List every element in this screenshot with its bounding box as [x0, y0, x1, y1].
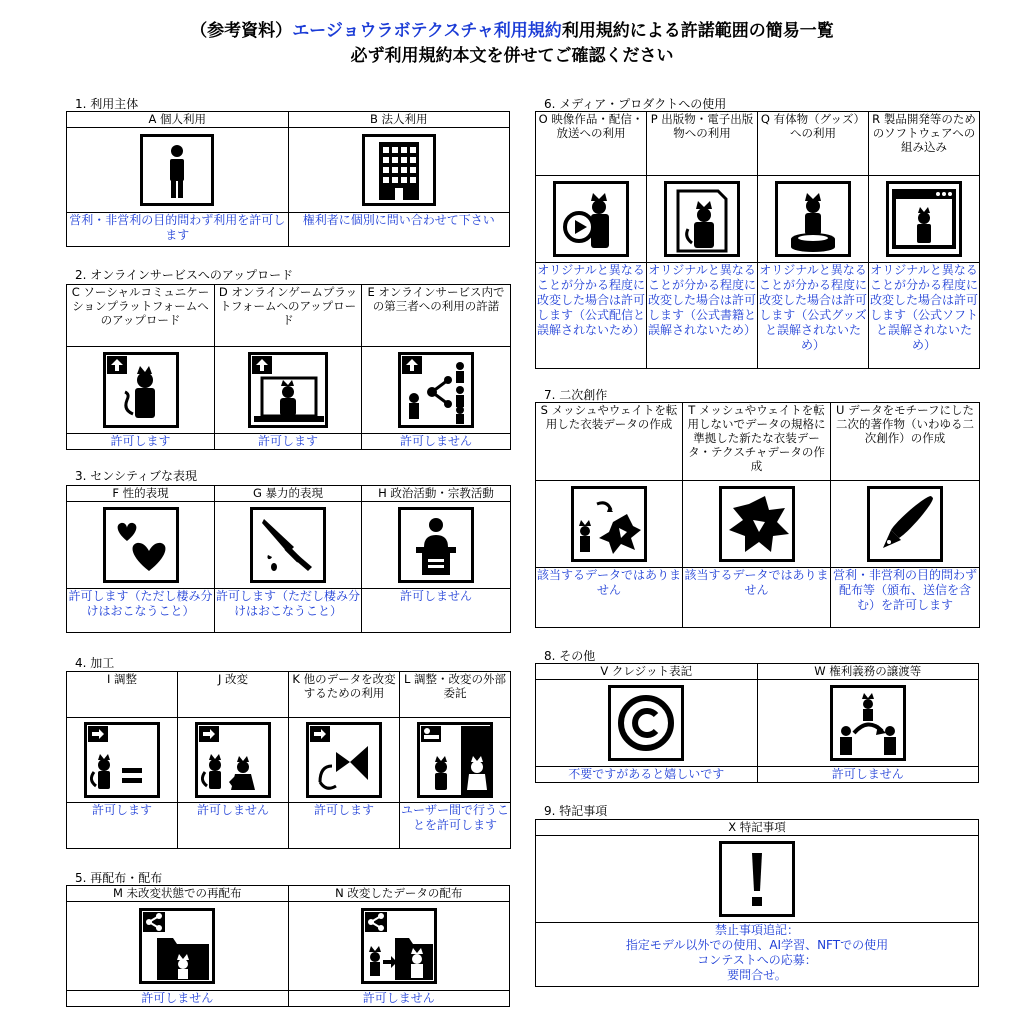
permission-result: 不要ですがあると嬉しいです [536, 767, 758, 783]
section-table-6 [535, 111, 980, 369]
column-label: F 性的表現 [67, 486, 215, 502]
document-icon [664, 181, 740, 257]
permission-result: オリジナルと異なることが分かる程度に改変した場合は許可します（公式書籍と誤解されないため） [647, 263, 758, 369]
permission-result: 営利・非営利の目的問わず利用を許可します [67, 213, 289, 247]
column-label: B 法人利用 [288, 112, 510, 128]
section-table-9 [535, 819, 979, 987]
folder-share-icon [139, 908, 215, 984]
column-label: K 他のデータを改変するための利用 [289, 672, 400, 718]
permission-result: 許可しません [362, 434, 511, 450]
column-label: U データをモチーフにした二次的著作物（いわゆる二次創作）の作成 [831, 403, 980, 481]
section-title-4: 4. 加工 [75, 656, 115, 670]
hearts-icon [103, 507, 179, 583]
column-label: M 未改変状態での再配布 [67, 886, 289, 902]
column-label: N 改変したデータの配布 [288, 886, 510, 902]
column-label: A 個人利用 [67, 112, 289, 128]
permission-result: 許可します [67, 803, 178, 849]
special-note-line: 要問合せ。 [727, 968, 787, 982]
podium-icon [398, 507, 474, 583]
permission-result: 許可します [67, 434, 215, 450]
column-label: X 特記事項 [536, 820, 979, 836]
section-title-6: 6. メディア・プロダクトへの使用 [544, 97, 727, 111]
permission-result: 権利者に個別に問い合わせて下さい [288, 213, 510, 247]
share-network-icon [398, 352, 474, 428]
section-title-9: 9. 特記事項 [544, 804, 608, 818]
modified-share-icon [361, 908, 437, 984]
section-title-5: 5. 再配布・配布 [75, 871, 163, 885]
permission-result: 該当するデータではありません [683, 568, 831, 628]
column-label: H 政治活動・宗教活動 [362, 486, 511, 502]
column-label: W 権利義務の譲渡等 [757, 664, 979, 680]
permission-result: ユーザー間で行うことを許可します [400, 803, 511, 849]
knife-icon [250, 507, 326, 583]
permission-result: オリジナルと異なることが分かる程度に改変した場合は許可します（公式配信と誤解されないため） [536, 263, 647, 369]
permission-result: 該当するデータではありません [536, 568, 683, 628]
section-table-7 [535, 402, 980, 628]
page-title: （参考資料）エージョウラボテクスチャ利用規約利用規約による許諾範囲の簡易一覧 [190, 21, 834, 41]
permission-result: 許可します（ただし棲み分けはおこなうこと） [215, 589, 362, 633]
software-window-icon [886, 181, 962, 257]
column-label: P 出版物・電子出版物への利用 [647, 112, 758, 176]
permission-result: 許可しません [178, 803, 289, 849]
permission-result: 許可します [289, 803, 400, 849]
column-label: I 調整 [67, 672, 178, 718]
transfer-icon [830, 685, 906, 761]
special-notes [536, 923, 979, 987]
section-title-3: 3. センシティブな表現 [75, 469, 198, 483]
column-label: L 調整・改変の外部委託 [400, 672, 511, 718]
permission-result: 許可しません [362, 589, 511, 633]
special-note-line: コンテストへの応募： [697, 953, 817, 967]
section-table-3 [66, 485, 511, 633]
column-label: T メッシュやウェイトを転用しないでデータの規格に準拠した新たな衣装データ・テクスチャデータの作成 [683, 403, 831, 481]
new-cloth-icon [719, 486, 795, 562]
permission-result: 許可しません [757, 767, 979, 783]
video-icon [553, 181, 629, 257]
section-title-2: 2. オンラインサービスへのアップロード [75, 268, 294, 282]
column-label: R 製品開発等のためのソフトウェアへの組み込み [869, 112, 980, 176]
permission-result: 営利・非営利の目的問わず配布等（頒布、送信を含む）を許可します [831, 568, 980, 628]
section-table-1 [66, 111, 510, 247]
permission-result: オリジナルと異なることが分かる程度に改変した場合は許可します（公式グッズと誤解されないため） [758, 263, 869, 369]
permission-result: オリジナルと異なることが分かる程度に改変した場合は許可します（公式ソフトと誤解されないため） [869, 263, 980, 369]
page-subtitle: 必ず利用規約本文を併せてご確認ください [350, 46, 674, 66]
upload-game-icon [248, 352, 328, 428]
column-label: G 暴力的表現 [215, 486, 362, 502]
column-label: S メッシュやウェイトを転用した衣装データの作成 [536, 403, 683, 481]
person-icon [140, 134, 214, 206]
permission-result: 許可しません [67, 991, 289, 1007]
outsource-icon [417, 722, 493, 798]
building-icon [362, 134, 436, 206]
permission-result: 許可します [215, 434, 362, 450]
adjust-icon [84, 722, 160, 798]
column-label: C ソーシャルコミュニケーションプラットフォームへのアップロード [67, 285, 215, 347]
column-label: D オンラインゲームプラットフォームへのアップロード [215, 285, 362, 347]
section-table-5 [66, 885, 510, 1007]
upload-social-icon [103, 352, 179, 428]
column-label: E オンラインサービス内での第三者への利用の許諾 [362, 285, 511, 347]
ribbon-icon [306, 722, 382, 798]
section-table-8 [535, 663, 979, 783]
section-title-1: 1. 利用主体 [75, 97, 139, 111]
column-label: Q 有体物（グッズ）への利用 [758, 112, 869, 176]
pen-icon [867, 486, 943, 562]
exclamation-icon [719, 841, 795, 917]
section-table-2 [66, 284, 511, 450]
mesh-transfer-icon [571, 486, 647, 562]
column-label: O 映像作品・配信・放送への利用 [536, 112, 647, 176]
section-title-8: 8. その他 [544, 649, 596, 663]
column-label: J 改変 [178, 672, 289, 718]
modify-icon [195, 722, 271, 798]
permission-result: 許可しません [288, 991, 510, 1007]
special-note-line: 指定モデル以外での使用、AI学習、NFTでの使用 [625, 938, 889, 952]
figure-icon [775, 181, 851, 257]
column-label: V クレジット表記 [536, 664, 758, 680]
permission-result: 許可します（ただし棲み分けはおこなうこと） [67, 589, 215, 633]
terms-link[interactable]: エージョウラボテクスチャ利用規約 [292, 21, 562, 41]
copyright-icon [608, 685, 684, 761]
section-title-7: 7. 二次創作 [544, 388, 608, 402]
section-table-4 [66, 671, 511, 849]
special-note-line: 禁止事項追記： [714, 923, 799, 937]
